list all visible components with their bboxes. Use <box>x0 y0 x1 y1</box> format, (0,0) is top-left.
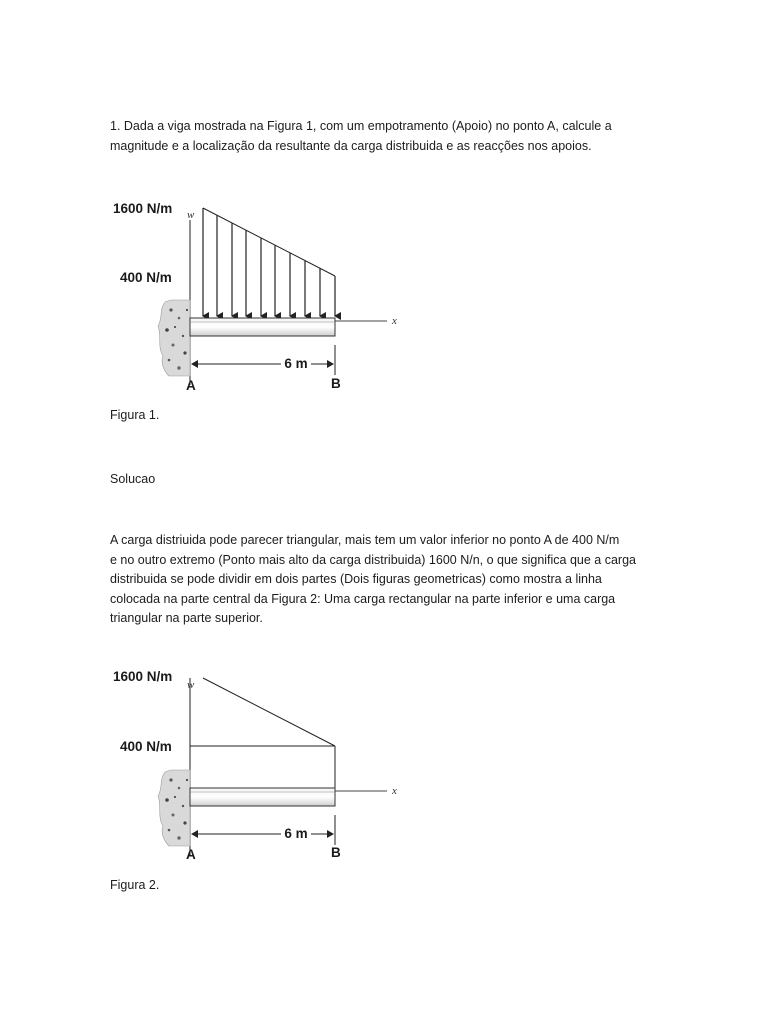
figure-1 <box>105 190 425 405</box>
solution-line: e no outro extremo (Ponto mais alto da carga distribuida) 1600 N/n, o que significa que a carga <box>110 552 637 567</box>
figure-2-diagram <box>105 660 425 870</box>
point-b-label: B <box>331 845 341 860</box>
dimension-label: 6 m <box>284 356 308 371</box>
solution-paragraph <box>110 531 670 629</box>
question-line: 1. Dada a viga mostrada na Figura 1, com um empotramento (Apoio) no ponto A, calcule a <box>110 119 612 133</box>
load-bottom-label: 400 N/m <box>120 739 172 754</box>
x-axis-label: x <box>392 315 397 327</box>
fixed-support <box>158 770 190 846</box>
load-bottom-label: 400 N/m <box>120 270 172 285</box>
w-axis-label: w <box>187 679 195 691</box>
solution-heading: Solucao <box>110 472 156 486</box>
point-a-label: A <box>186 847 196 862</box>
figure-2 <box>105 660 425 875</box>
load-top-label: 1600 N/m <box>113 669 173 684</box>
fixed-support <box>158 300 190 376</box>
figure-1-caption: Figura 1. <box>110 408 160 422</box>
question-paragraph <box>110 117 670 156</box>
point-a-label: A <box>186 378 196 393</box>
load-envelope <box>203 208 335 276</box>
question-line: magnitude e a localização da resultante da carga distribuida e as reacções nos apoios. <box>110 138 592 153</box>
load-top-label: 1600 N/m <box>113 201 173 216</box>
figure-2-caption: Figura 2. <box>110 878 160 892</box>
solution-line: distribuida se pode dividir em dois partes (Dois figuras geometricas) como mostra a linha <box>110 572 602 586</box>
solution-line: triangular na parte superior. <box>110 611 263 625</box>
triangle-load-hypotenuse <box>203 678 335 746</box>
beam <box>190 318 335 336</box>
beam <box>190 788 335 806</box>
x-axis-label: x <box>392 785 397 797</box>
figure-1-diagram <box>105 190 425 400</box>
dimension-label: 6 m <box>284 826 308 841</box>
point-b-label: B <box>331 376 341 391</box>
solution-line: colocada na parte central da Figura 2: Uma carga rectangular na parte inferior e uma carga <box>110 591 616 606</box>
load-arrows <box>203 208 335 316</box>
w-axis-label: w <box>187 209 195 221</box>
solution-line: A carga distriuida pode parecer triangular, mais tem um valor inferior no ponto A de 400 N/m <box>110 533 620 547</box>
